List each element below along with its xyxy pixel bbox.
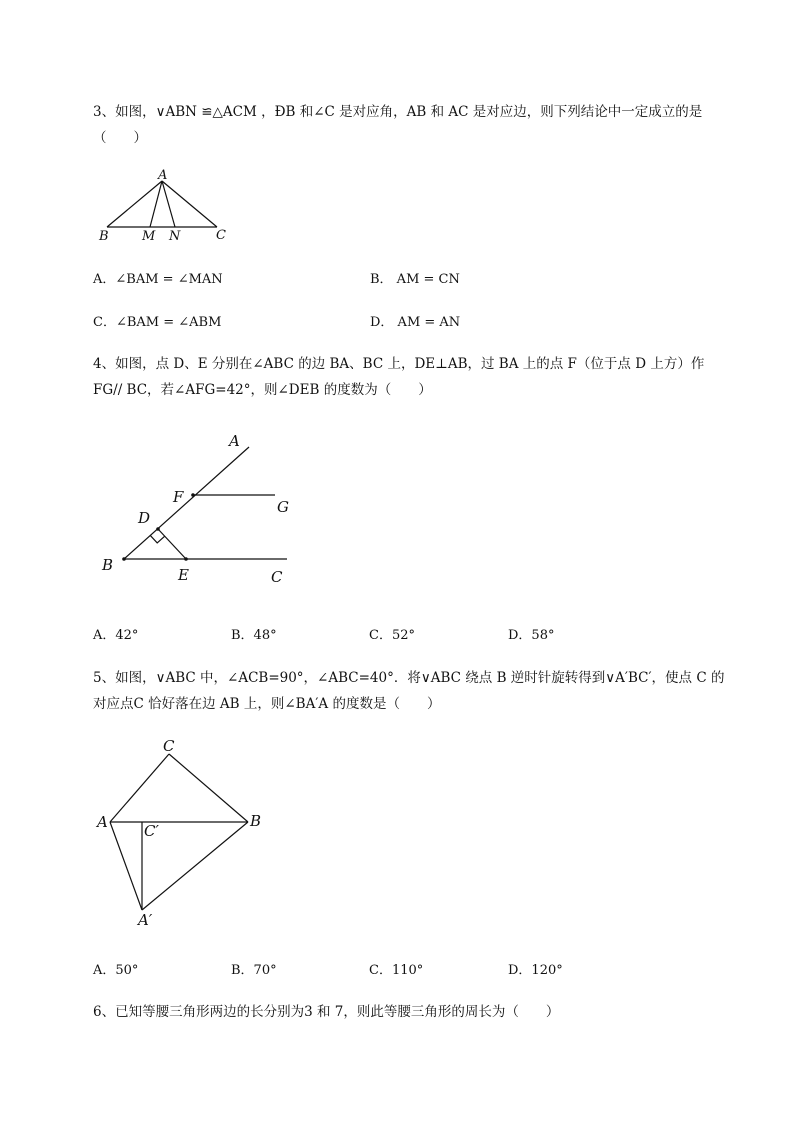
question-6-text-line1: 6、已知等腰三角形两边的长分别为3 和 7，则此等腰三角形的周长为（ ） — [93, 1004, 560, 1020]
point-label-B: B — [250, 812, 262, 830]
question-5-text-line2: 对应点C 恰好落在边 AB 上，则∠BA′A 的度数是（ ） — [93, 696, 441, 712]
question-3-option-C[interactable]: C．∠BAM = ∠ABM — [93, 315, 222, 330]
point-label-A: A — [158, 168, 168, 183]
point-label-G: G — [277, 498, 289, 516]
segment-DE — [158, 529, 186, 559]
point-E-dot — [184, 557, 188, 561]
ray-BA — [124, 447, 249, 559]
question-3-text-line2: （ ） — [93, 130, 147, 146]
point-label-M: M — [142, 229, 156, 244]
question-4-option-A[interactable]: A．42° — [93, 628, 139, 643]
segment-AM — [150, 181, 162, 227]
point-B-dot — [122, 557, 126, 561]
question-3-option-A[interactable]: A．∠BAM = ∠MAN — [93, 272, 223, 287]
question-3-text-line1: 3、如图，∨ABN ≌△ACM ，ÐB 和∠C 是对应角，AB 和 AC 是对应边，则下列结论中一定成立的是 — [93, 104, 703, 120]
question-5-option-A[interactable]: A．50° — [93, 963, 139, 978]
segment-AB — [107, 181, 162, 227]
point-label-B: B — [102, 556, 114, 574]
point-label-E: E — [178, 566, 189, 584]
question-3-option-D[interactable]: D． AM = AN — [370, 315, 461, 330]
question-5-option-C[interactable]: C．110° — [369, 963, 424, 978]
point-label-F: F — [173, 488, 184, 506]
segment-CB — [169, 754, 248, 822]
point-label-D: D — [138, 509, 151, 527]
segment-AN — [162, 181, 175, 227]
question-3-option-B[interactable]: B． AM = CN — [370, 272, 460, 287]
question-3-figure — [95, 165, 235, 245]
question-4-option-D[interactable]: D．58° — [508, 628, 555, 643]
point-label-C: C — [163, 737, 175, 755]
point-label-C: C — [271, 568, 283, 586]
point-label-N: N — [169, 229, 181, 244]
point-D-dot — [156, 527, 160, 531]
point-label-A-prime: A′ — [138, 911, 153, 929]
question-5-figure — [93, 732, 273, 932]
question-4-option-C[interactable]: C．52° — [369, 628, 415, 643]
point-label-C: C — [216, 228, 226, 243]
question-4-figure — [95, 425, 305, 590]
segment-AC — [162, 181, 217, 227]
segment-CA — [110, 754, 169, 822]
question-5-option-B[interactable]: B．70° — [231, 963, 277, 978]
question-4-text-line1: 4、如图，点 D、E 分别在∠ABC 的边 BA、BC 上，DE⊥AB，过 BA 上的点 F（位于点 D 上方）作 — [93, 356, 705, 372]
point-label-B: B — [99, 229, 109, 244]
segment-AA-prime — [110, 822, 142, 910]
question-4-option-B[interactable]: B．48° — [231, 628, 277, 643]
point-F-dot — [191, 493, 195, 497]
question-5-text-line1: 5、如图，∨ABC 中，∠ACB=90°，∠ABC=40°．将∨ABC 绕点 B 逆时针旋转得到∨A′BC′，使点 C 的 — [93, 670, 725, 686]
point-label-A: A — [229, 432, 240, 450]
question-4-text-line2: FG// BC，若∠AFG=42°，则∠DEB 的度数为（ ） — [93, 382, 432, 398]
point-label-C-prime: C′ — [144, 822, 159, 840]
question-5-option-D[interactable]: D．120° — [508, 963, 563, 978]
point-label-A: A — [97, 813, 108, 831]
right-angle-mark — [151, 536, 165, 543]
